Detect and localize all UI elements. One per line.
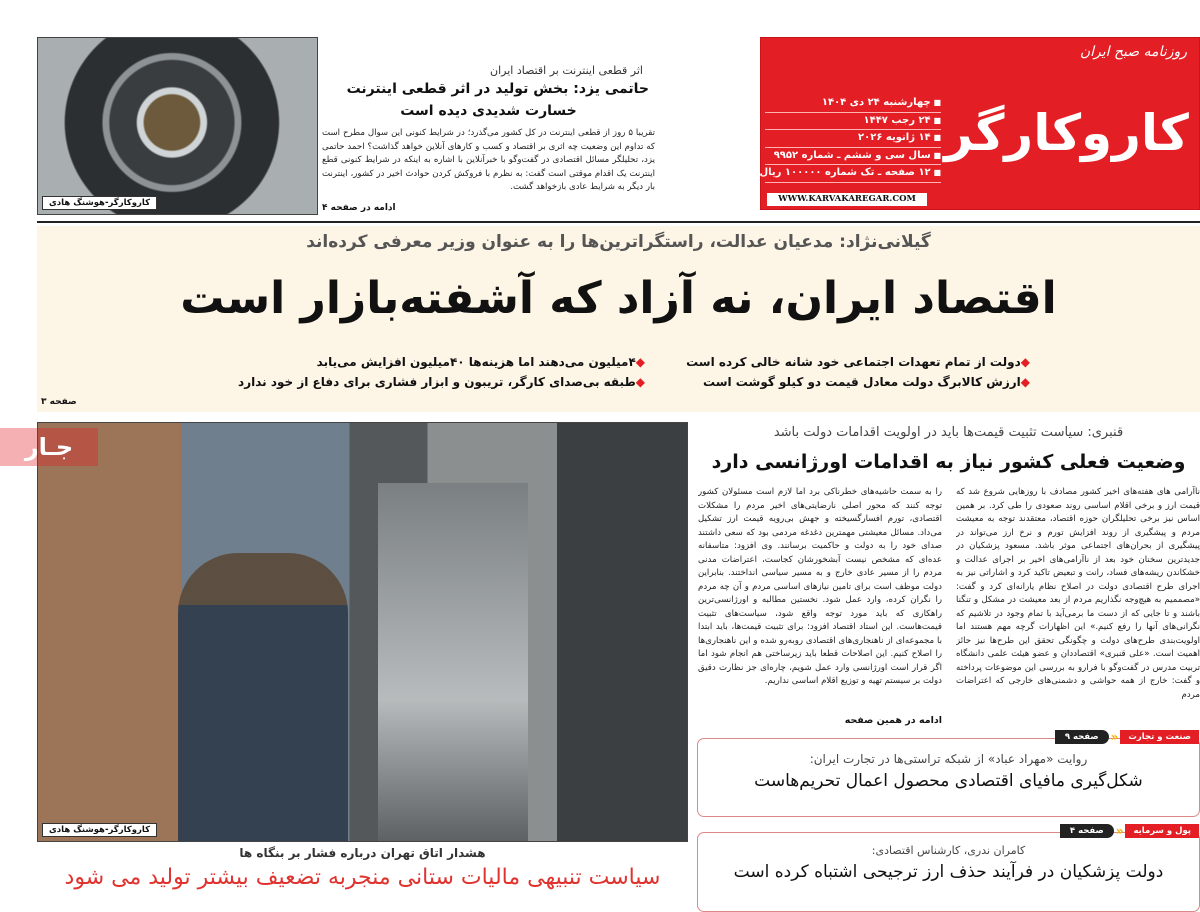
photo-caption: کاروکارگر-هوشنگ هادی <box>42 823 157 837</box>
lead-bullets-left <box>238 352 645 392</box>
page-reference[interactable]: صفحه ۳ <box>41 397 77 407</box>
section-label: پول و سرمایه <box>1125 824 1199 838</box>
box-kicker: کامران ندری، کارشناس اقتصادی: <box>871 844 1026 857</box>
bottom-story-kicker: هشدار اتاق تهران درباره فشار بر بنگاه ها <box>239 846 486 860</box>
main-photo <box>37 422 688 842</box>
section-tag <box>1060 824 1199 838</box>
newspaper-logo: کاروکارگر <box>944 104 1189 162</box>
issue-date-persian: ■ چهارشنبه ۲۴ دی ۱۴۰۴ <box>765 95 941 113</box>
teaser-box-finance[interactable] <box>697 824 1200 912</box>
teaser-box-trade[interactable] <box>697 730 1200 817</box>
right-story-columns <box>697 486 1200 702</box>
right-story-col-1: ناآرامی های هفته‌های اخیر کشور مصادف با روزهایی شروع شد که قیمت ارز و برخی اقلام اساسی روند صعودی را طی کرد. بر همین اساس نیز برخی تحلیلگران حوزه اقتصاد، معتقدند توجه به معیشت مردم و پیشگیری از روند افزایش تورم و نرخ ارز می‌تواند در پیشگیری از بحران‌های اجتماعی موثر باشد. مسعود پزشکیان در جدیدترین سخنان خود بعد از ناآرامی‌های اخیر بر اجرای عدالت و خشکاندن ریشه‌های فساد، رانت و تبعیض تاکید کرد و اشاراتی نیز به اجرای طرح اقتصادی دولت در اصلاح نظام یارانه‌ای کرد و گفت: «مصممیم به هیچ‌وجه نگذاریم مردم از بعد معیشت در مشکل و تنگنا باشند و تا جایی که از دست ما برمی‌آید با تمام وجود در تلاشیم که نگرانی‌های آنها را رفع کنیم.» این اظهارات گرچه مهم هستند اما اولویت‌بندی طرح‌های دولت و چگونگی تحقق این طرح‌ها نیز حائز اهمیت است. «علی قنبری» اقتصاددان و عضو هیئت علمی دانشگاه تربیت مدرس در گفت‌وگو با فرارو به بررسی این موضوعات پرداخته و گفت: خارج از همه حواشی و دشمنی‌های خارجی که اعتراضات مردم <box>956 487 1200 700</box>
chevrons-icon: « <box>1115 824 1124 838</box>
issue-date-hijri: ■ ۲۴ رجب ۱۴۴۷ <box>765 113 941 131</box>
right-story <box>697 424 1200 734</box>
page-label: صفحه ۴ <box>1060 824 1114 838</box>
watermark: جـار <box>0 428 98 466</box>
box-headline: دولت پزشکیان در فرآیند حذف ارز ترجیحی اشتباه کرده است <box>733 862 1164 882</box>
section-label: صنعت و تجارت <box>1120 730 1199 744</box>
diamond-icon: ◆ <box>1020 375 1030 389</box>
page-label: صفحه ۹ <box>1055 730 1109 744</box>
section-tag <box>1055 730 1199 744</box>
worker-figure <box>178 553 348 842</box>
divider <box>37 221 1200 223</box>
lead-bullet: ارزش کالابرگ دولت معادل قیمت دو کیلو گوشت است <box>703 375 1021 389</box>
bottom-story-headline[interactable]: سیاست تنبیهی مالیات ستانی منجربه تضعیف بیشتر تولید می شود <box>64 865 661 890</box>
lead-headline[interactable]: اقتصاد ایران، نه آزاد که آشفته‌بازار است <box>180 273 1057 324</box>
bottom-story <box>37 846 688 895</box>
masthead <box>760 37 1200 210</box>
issue-date-gregorian: ■ ۱۴ ژانویه ۲۰۲۶ <box>765 130 941 148</box>
right-story-headline[interactable]: وضعیت فعلی کشور نیاز به اقدامات اورژانسی دارد <box>711 451 1186 473</box>
top-story-headline-2[interactable]: خسارت شدیدی دیده است <box>400 103 577 119</box>
diamond-icon: ◆ <box>635 355 645 369</box>
photo-caption: کاروکارگر-هوشنگ هادی <box>42 196 157 210</box>
chevrons-icon: « <box>1110 730 1119 744</box>
top-story-photo <box>37 37 318 215</box>
right-story-kicker: قنبری: سیاست تثبیت قیمت‌ها باید در اولویت اقدامات دولت باشد <box>773 425 1124 440</box>
lead-bullets-right <box>686 352 1030 392</box>
top-story-body: تقریبا ۵ روز از قطعی اینترنت در کل کشور می‌گذرد؛ در شرایط کنونی این سوال مطرح است که تداوم این وضعیت چه اثری بر اقتصاد و کسب و کارهای آنلاین خواهد گذاشت؟ احمد حاتمی یزد، تحلیلگر مسائل اقتصادی در گفت‌وگو با خبرآنلاین با اشاره به اینکه در شرایط کنونی قطع اینترنت یک اقدام موقتی است گفت: به نظرم با فروکش کردن حوادث اخیر در کشور، اینترنت بار دیگر به شرایط عادی بازخواهد گشت. <box>322 128 655 192</box>
continued-link[interactable]: ادامه در صفحه ۴ <box>322 203 396 213</box>
website-link[interactable]: WWW.KARVAKAREGAR.COM <box>767 193 927 206</box>
right-story-col-2: را به سمت حاشیه‌های خطرناکی برد اما لازم است مسئولان کشور توجه کنند که محور اصلی نارضایتی‌های اخیر مردم را مشکلات اقتصادی، تورم افسارگسیخته و جهش بی‌رویه قیمت ارز تشکیل می‌داد. مسائل معیشتی مهمترین دغدغه مردمی بود که سعی داشتند صدای خود را به دولت و حاکمیت برسانند. وی افزود: متاسفانه عده‌ای که مشخص نیست آبشخورشان کجاست، اعتراضات مدنی مردم را از مسیر عادی خارج و به مسیر سیاسی انداختند. بنابراین دولت موظف است برای تامین نیازهای اساسی مردم و آن چه مردم را نگران کرده، وارد عمل شود. نخستین مطالبه و اورژانسی‌ترین راهکاری که باید مورد توجه واقع شود، سیاست‌های تثبیت قیمت‌هاست. این استاد اقتصاد افزود: برای تثبیت قیمت‌ها، باید ابتدا با مجموعه‌ای از ناهنجاری‌های اقتصادی روبه‌رو شده و این ناهنجاری‌ها را اصلاح کنیم. این اصلاحات قطعا باید زیرساختی هم انجام شود اما اگر قرار است اورژانسی وارد عمل شویم، چاره‌ای جز نظارت دقیق دولت بر سیستم تهیه و توزیع اقلام اساسی نداریم. <box>698 487 942 686</box>
top-story-headline[interactable]: حاتمی یزد: بخش تولید در اثر قطعی اینترنت <box>346 81 649 97</box>
issue-number: ■ سال سی و ششم ـ شماره ۹۹۵۲ <box>765 148 941 166</box>
issue-info <box>759 95 941 183</box>
top-story <box>322 64 655 220</box>
machine-figure <box>378 483 528 842</box>
issue-price: ■ ۱۲ صفحه ـ تک شماره ۱۰۰۰۰۰ ریال <box>765 165 941 183</box>
continued-link[interactable]: ادامه در همین صفحه <box>844 715 942 726</box>
diamond-icon: ◆ <box>1020 355 1030 369</box>
diamond-icon: ◆ <box>635 375 645 389</box>
box-headline: شکل‌گیری مافیای اقتصادی محصول اعمال تحریم‌هاست <box>754 771 1143 791</box>
masthead-tagline: روزنامه صبح ایران <box>1079 44 1187 60</box>
lead-bullet: ۴میلیون می‌دهند اما هزینه‌ها ۴۰میلیون افزایش می‌یابد <box>316 355 636 369</box>
lead-bullet: دولت از تمام تعهدات اجتماعی خود شانه خالی کرده است <box>686 355 1021 369</box>
lead-bullet: طبقه بی‌صدای کارگر، تریبون و ابزار فشاری برای دفاع از خود ندارد <box>238 375 636 389</box>
lead-kicker: گیلانی‌نژاد: مدعیان عدالت، راستگراترین‌ها را به عنوان وزیر معرفی کرده‌اند <box>306 232 931 252</box>
box-kicker: روایت «مهراد عباد» از شبکه تراستی‌ها در تجارت ایران: <box>809 752 1088 766</box>
lead-story <box>37 226 1200 412</box>
top-story-kicker: اثر قطعی اینترنت بر اقتصاد ایران <box>490 64 643 77</box>
